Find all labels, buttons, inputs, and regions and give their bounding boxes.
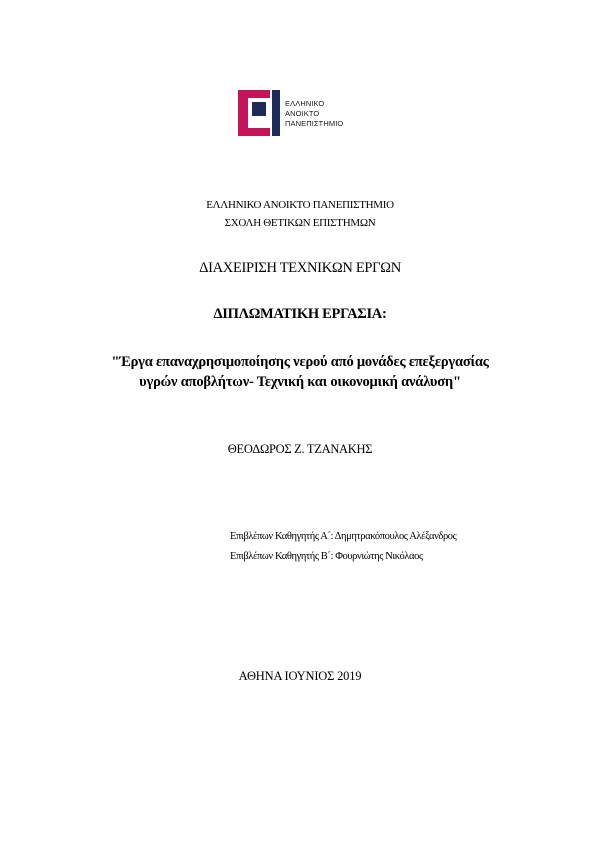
thesis-type: ΔΙΠΛΩΜΑΤΙΚΗ ΕΡΓΑΣΙΑ: bbox=[213, 306, 387, 322]
logo-line-2: ΑΝΟΙΚΤΟ bbox=[285, 109, 320, 118]
place-date: ΑΘΗΝΑ ΙΟΥΝΙΟΣ 2019 bbox=[238, 669, 362, 683]
thesis-title-line-1: "Έργα επαναχρησιμοποίησης νερού από μονάδες επεξεργασίας bbox=[111, 354, 489, 370]
logo-line-3: ΠΑΝΕΠΙΣΤΗΜΙΟ bbox=[285, 119, 344, 128]
thesis-title-line-2: υγρών αποβλήτων- Τεχνική και οικονομική ανάλυση" bbox=[139, 374, 461, 390]
logo-line-1: ΕΛΛΗΝΙΚΟ bbox=[285, 99, 325, 108]
author-name: ΘΕΟΔΩΡΟΣ Ζ. ΤΖΑΝΑΚΗΣ bbox=[227, 442, 373, 456]
university-name: ΕΛΛΗΝΙΚΟ ΑΝΟΙΚΤΟ ΠΑΝΕΠΙΣΤΗΜΙΟ bbox=[206, 199, 394, 211]
school-name: ΣΧΟΛΗ ΘΕΤΙΚΩΝ ΕΠΙΣΤΗΜΩΝ bbox=[224, 217, 376, 229]
university-logo bbox=[238, 90, 368, 136]
university-logo-mark-icon bbox=[238, 90, 282, 136]
program-name: ΔΙΑΧΕΙΡΙΣΗ ΤΕΧΝΙΚΩΝ ΕΡΓΩΝ bbox=[199, 260, 401, 276]
supervisor-a: Επιβλέπων Καθηγητής Α΄: Δημητρακόπουλος Αλέξανδρος bbox=[230, 531, 457, 542]
thesis-title bbox=[0, 352, 600, 392]
logo-text bbox=[285, 99, 343, 129]
supervisor-b: Επιβλέπων Καθηγητής Β΄: Φουρνιώτης Νικόλαος bbox=[230, 551, 423, 562]
